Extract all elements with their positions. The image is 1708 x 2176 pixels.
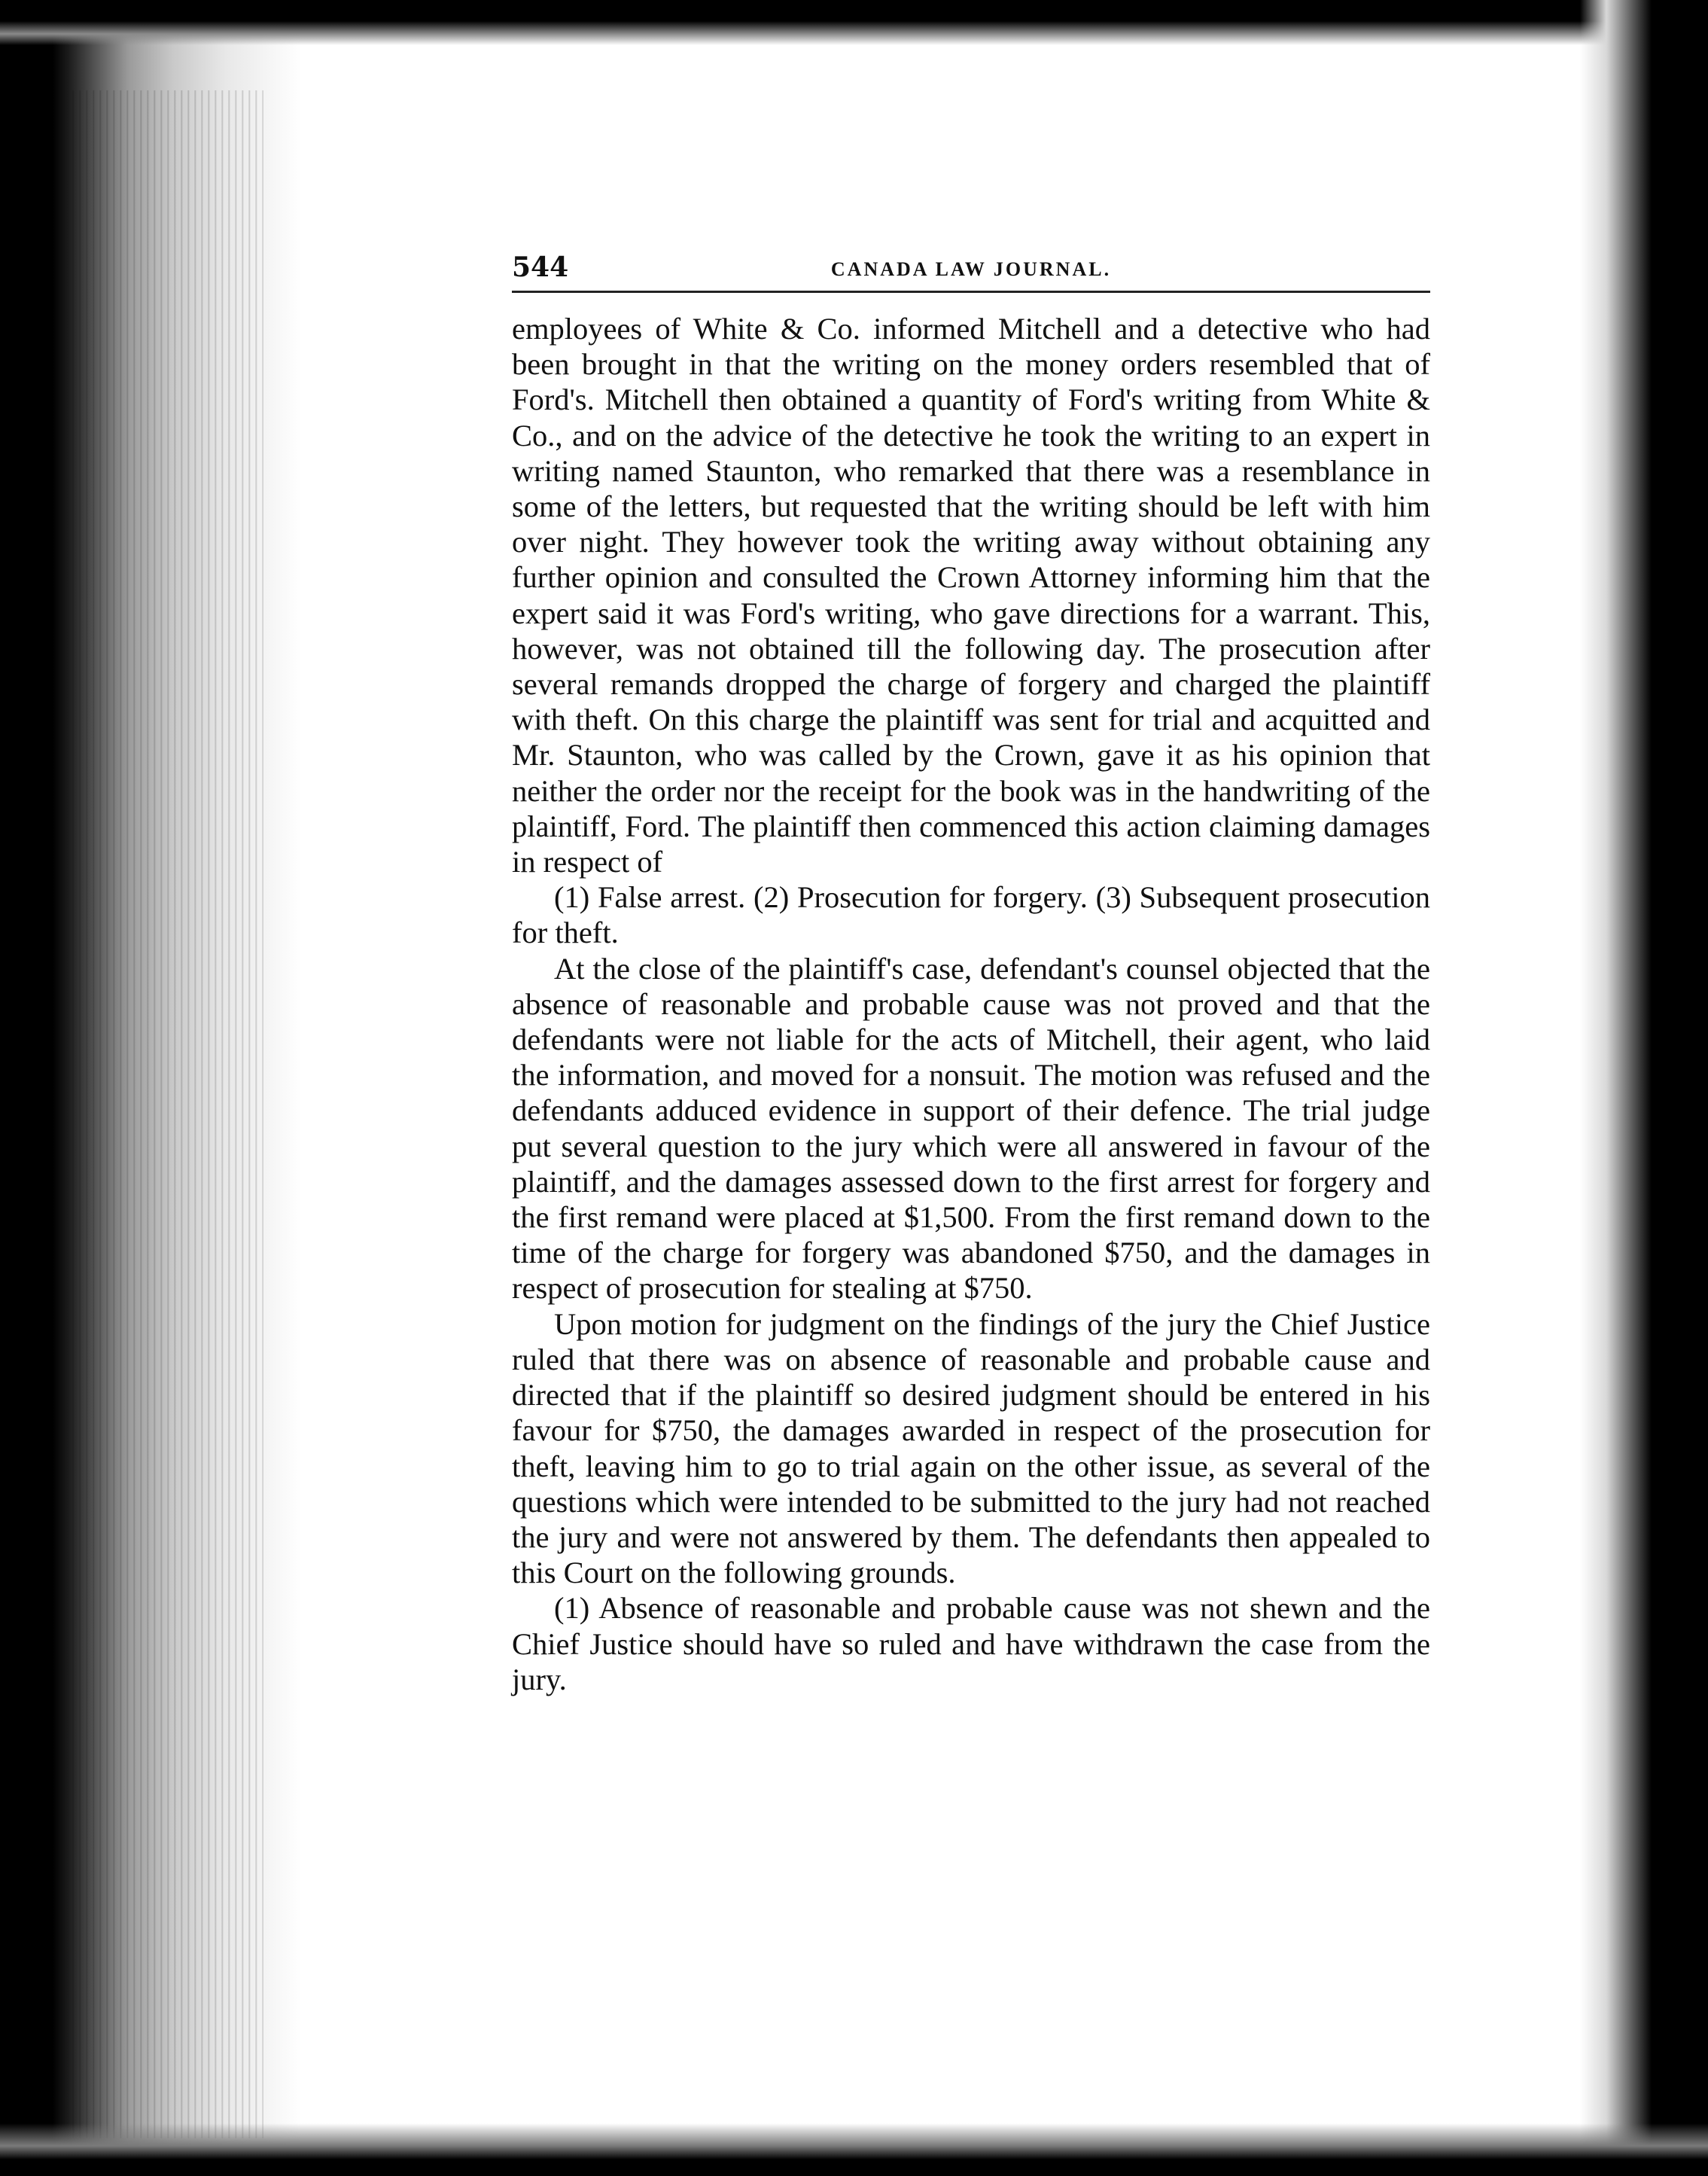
- paragraph-judgment: Upon motion for judgment on the findings of the jury the Chief Justice ruled that there was on absence of reasonable and probable cause and directed that if the plaintiff so desired judgment should be entered in his favour for $750, the damages awarded in respect of the prosecution for theft, leaving him to go to trial again on the other issue, as several of the questions which were intended to be submitted to the jury had not reached the jury and were not answered by them. The defendants then appealed to this Court on the following grounds.: [512, 1306, 1430, 1590]
- paragraph-claims: (1) False arrest. (2) Prosecution for forgery. (3) Subsequent prosecution for theft.: [512, 880, 1430, 950]
- paragraph-ground-one: (1) Absence of reasonable and probable cause was not shewn and the Chief Justice should have so ruled and have withdrawn the case from the jury.: [512, 1591, 1430, 1696]
- journal-title: CANADA LAW JOURNAL.: [830, 258, 1112, 280]
- running-head: [512, 248, 1430, 293]
- top-scan-edge: [0, 0, 1708, 45]
- journal-page: [512, 248, 1430, 1697]
- paragraph-continuation: employees of White & Co. informed Mitchell and a detective who had been brought in that the writing on the money orders resembled that of Ford's. Mitchell then obtained a quantity of Ford's writing from White & Co., and on the advice of the detective he took the writing to an expert in writing named Staunton, who remarked that there was a resemblance in some of the letters, but requested that the writing should be left with him over night. They however took the writing away without obtaining any further opinion and consulted the Crown Attorney informing him that the expert said it was Ford's writing, who gave directions for a warrant. This, however, was not obtained till the following day. The prosecution after several remands dropped the charge of forgery and charged the plaintiff with theft. On this charge the plaintiff was sent for trial and acquitted and Mr. Staunton, who was called by the Crown, gave it as his opinion that neither the order nor the receipt for the book was in the handwriting of the plaintiff, Ford. The plaintiff then commenced this action claiming damages in respect of: [512, 312, 1430, 879]
- right-scan-edge: [1580, 0, 1708, 2176]
- article-body: [512, 311, 1430, 1697]
- page-edge-streaks: [68, 90, 263, 2138]
- paragraph-trial: At the close of the plaintiff's case, defendant's counsel objected that the absence of reasonable and probable cause was not proved and that the defendants were not liable for the acts of Mitchell, their agent, who laid the information, and moved for a nonsuit. The motion was refused and the defendants adduced evidence in support of their defence. The trial judge put several question to the jury which were all answered in favour of the plaintiff, and the damages assessed down to the first arrest for forgery and the first remand were placed at $1,500. From the first remand down to the time of the charge for forgery was abandoned $750, and the damages in respect of prosecution for stealing at $750.: [512, 951, 1430, 1306]
- page-number: 544: [512, 251, 569, 283]
- bottom-scan-edge: [0, 2123, 1708, 2176]
